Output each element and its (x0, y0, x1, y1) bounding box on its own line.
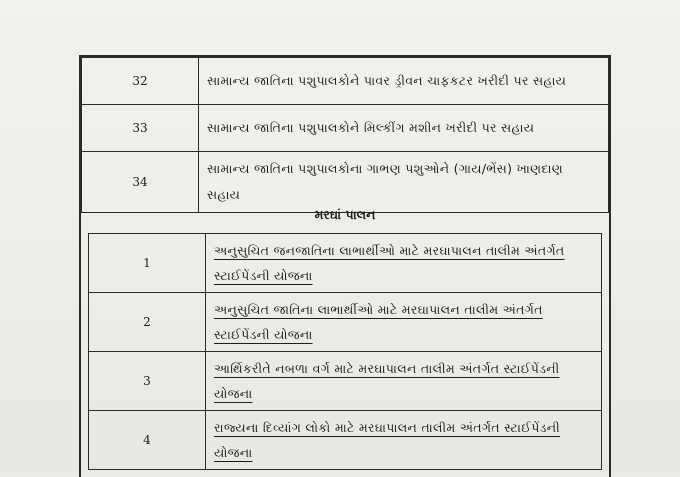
row-number: 4 (89, 411, 206, 470)
top-table (81, 57, 609, 213)
bottom-table (88, 233, 602, 470)
row-text: સામાન્ય જાતિના પશુપાલકોને મિલ્કીંગ મશીન ખરીદી પર સહાય (199, 105, 609, 152)
row-text: રાજ્યના દિવ્યાંગ લોકો માટે મરઘાપાલન તાલીમ અંતર્ગત સ્ટાઈપેંડની યોજના (206, 411, 602, 470)
table-row (89, 293, 602, 352)
row-text: અનુસુચિત જાતિના લાભાર્થીઓ માટે મરઘાપાલન તાલીમ અંતર્ગત સ્ટાઈપેંડની યોજના (206, 293, 602, 352)
row-number: 2 (89, 293, 206, 352)
row-text: અનુસુચિત જનજાતિના લાભાર્થીઓ માટે મરઘાપાલન તાલીમ અંતર્ગત સ્ટાઈપેંડની યોજના (206, 234, 602, 293)
table-row (82, 105, 609, 152)
row-text: સામાન્ય જાતિના પશુપાલકોના ગાભણ પશુઓને (ગાય/ભેંસ) ખાણદાણ સહાય (199, 152, 609, 213)
row-number: 1 (89, 234, 206, 293)
table-row (89, 234, 602, 293)
row-number: 34 (82, 152, 199, 213)
table-row (82, 152, 609, 213)
section-title: મરઘાં પાલન (314, 207, 376, 222)
table-row (82, 58, 609, 105)
row-text: આર્થિકરીતે નબળા વર્ગ માટે મરઘાપાલન તાલીમ અંતર્ગત સ્ટાઈપેંડની યોજના (206, 352, 602, 411)
table-frame (79, 55, 611, 477)
table-row (89, 352, 602, 411)
row-number: 33 (82, 105, 199, 152)
table-row (89, 411, 602, 470)
row-text: સામાન્ય જાતિના પશુપાલકોને પાવર ડ્રીવન ચાફકટર ખરીદી પર સહાય (199, 58, 609, 105)
row-number: 3 (89, 352, 206, 411)
row-number: 32 (82, 58, 199, 105)
